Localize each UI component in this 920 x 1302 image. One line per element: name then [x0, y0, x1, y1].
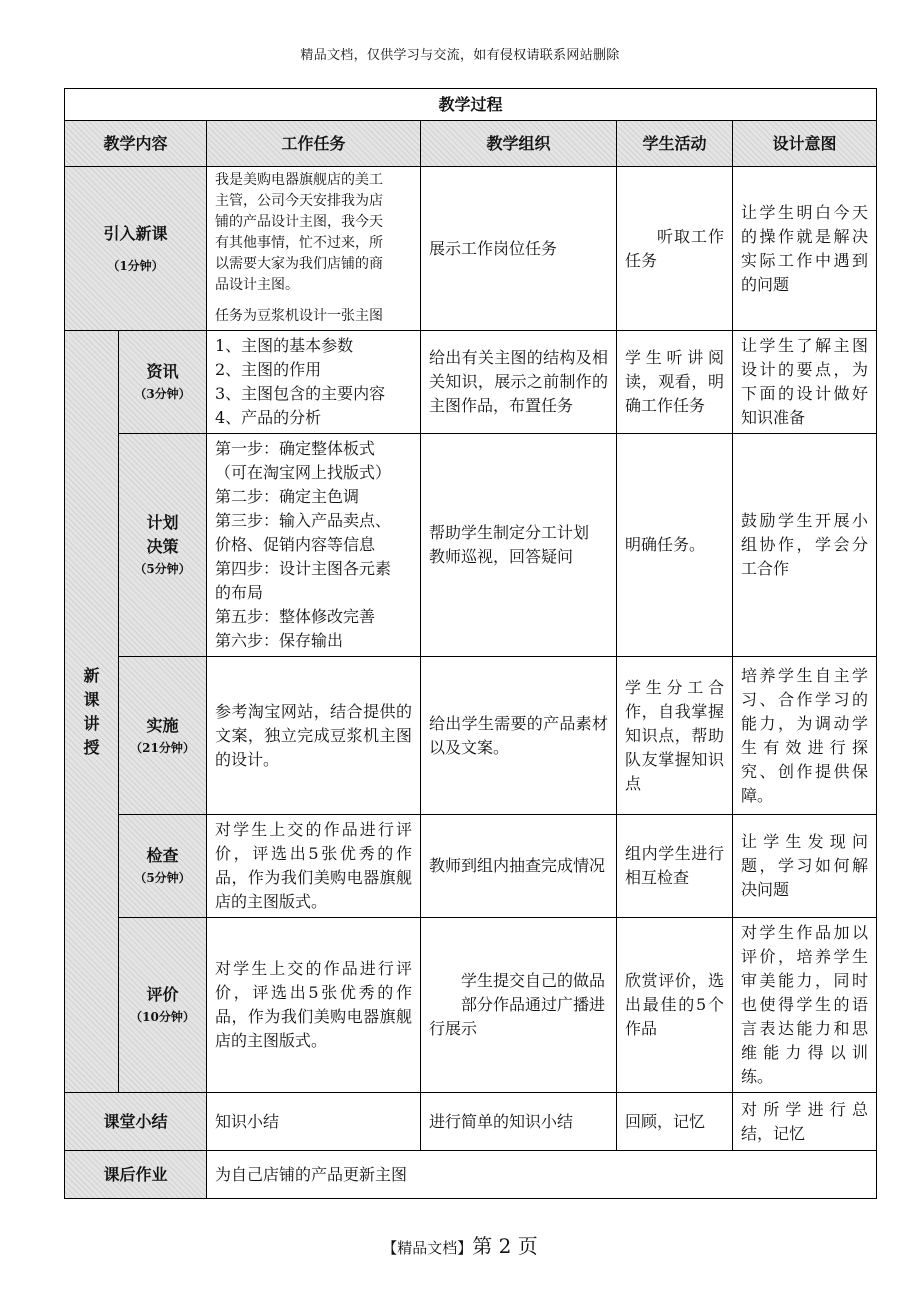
summary-row: [65, 1093, 877, 1151]
work-task-cell: [207, 167, 421, 331]
work-task-cell: 对学生上交的作品进行评价，评选出5张优秀的作品，作为我们美购电器旗舰店的主图版式。: [207, 815, 421, 918]
homework-row: [65, 1151, 877, 1199]
work-task-cell: 对学生上交的作品进行评价，评选出5张优秀的作品，作为我们美购电器旗舰店的主图版式。: [207, 918, 421, 1093]
task-line: 第三步：输入产品卖点、: [215, 511, 392, 530]
plan-row: [65, 434, 877, 657]
task-line: 第一步：确定整体板式: [215, 439, 376, 458]
task-line: 品设计主图。: [215, 277, 299, 293]
task-line: 铺的产品设计主图，我今天: [215, 214, 383, 230]
column-header: 教学组织: [421, 121, 617, 167]
page-footer: [0, 1230, 920, 1259]
activity-cell: 学生听讲阅读，观看，明确工作任务: [617, 331, 733, 434]
activity-cell: 欣赏评价，选出最佳的5个作品: [617, 918, 733, 1093]
organization-line: 教师巡视，回答疑问: [429, 547, 574, 566]
section-label-evaluate: [119, 918, 207, 1093]
task-line: 2、主图的作用: [215, 360, 322, 379]
section-label-summary: 课堂小结: [65, 1093, 207, 1151]
task-line: 第四步：设计主图各元素: [215, 559, 392, 578]
task-line: 第五步：整体修改完善: [215, 607, 376, 626]
intent-cell: 让学生发现问题，学习如何解决问题: [733, 815, 877, 918]
organization-cell: 进行简单的知识小结: [421, 1093, 617, 1151]
organization-cell: [421, 918, 617, 1093]
section-name: 资讯: [146, 362, 179, 381]
column-header: 学生活动: [617, 121, 733, 167]
intent-cell: 让学生明白今天的操作就是解决实际工作中遇到的问题: [733, 167, 877, 331]
section-name: 决策: [146, 537, 179, 556]
section-duration: （1分钟）: [107, 258, 164, 273]
work-task-cell: [207, 331, 421, 434]
homework-task-cell: 为自己店铺的产品更新主图: [207, 1151, 877, 1199]
intro-row: [65, 167, 877, 331]
task-line: 的布局: [215, 583, 264, 602]
intent-cell: 鼓励学生开展小组协作，学会分工合作: [733, 434, 877, 657]
section-duration: （10分钟）: [130, 1010, 195, 1024]
implement-row: [65, 657, 877, 815]
task-line: 我是美购电器旗舰店的美工: [215, 172, 383, 188]
label-char: 课: [83, 689, 100, 709]
section-name: 评价: [146, 985, 179, 1004]
page-number: 第 2 页: [472, 1234, 538, 1258]
activity-cell: 学生分工合作，自我掌握知识点，帮助队友掌握知识点: [617, 657, 733, 815]
work-task-cell: 参考淘宝网站，结合提供的文案，独立完成豆浆机主图的设计。: [207, 657, 421, 815]
section-name: 检查: [146, 846, 179, 865]
organization-cell: 给出有关主图的结构及相关知识，展示之前制作的主图作品，布置任务: [421, 331, 617, 434]
task-line: 主管，公司今天安排我为店: [215, 193, 383, 209]
column-header: 工作任务: [207, 121, 421, 167]
task-line: 4、产品的分析: [215, 408, 322, 427]
activity-cell: 回顾，记忆: [617, 1093, 733, 1151]
task-line: （可在淘宝网上找版式）: [215, 463, 392, 482]
task-line: 1、主图的基本参数: [215, 336, 354, 355]
organization-cell: [421, 434, 617, 657]
task-line: 价格、促销内容等信息: [215, 535, 376, 554]
section-duration: （5分钟）: [134, 871, 191, 885]
intent-cell: 对所学进行总结，记忆: [733, 1093, 877, 1151]
section-duration: （21分钟）: [130, 740, 195, 755]
task-line: 任务为豆浆机设计一张主图: [215, 308, 383, 324]
section-label-intro: [65, 167, 207, 331]
activity-cell: 听取工作任务: [617, 167, 733, 331]
organization-line: 帮助学生制定分工计划: [429, 523, 590, 542]
column-header: 设计意图: [733, 121, 877, 167]
activity-cell: 明确任务。: [617, 434, 733, 657]
organization-line: 学生提交自己的做品: [461, 971, 606, 990]
table-title-row: [65, 89, 877, 121]
section-label-info: [119, 331, 207, 434]
intent-cell: 让学生了解主图设计的要点，为下面的设计做好知识准备: [733, 331, 877, 434]
activity-cell: 组内学生进行相互检查: [617, 815, 733, 918]
section-label-implement: [119, 657, 207, 815]
section-label-plan: [119, 434, 207, 657]
task-line: 以需要大家为我们店铺的商: [215, 256, 383, 272]
organization-cell: 展示工作岗位任务: [421, 167, 617, 331]
task-line: 第六步：保存输出: [215, 631, 344, 650]
column-header-row: [65, 121, 877, 167]
section-name: 实施: [146, 715, 179, 735]
intent-cell: 培养学生自主学习、合作学习的能力，为调动学生有效进行探究、创作提供保障。: [733, 657, 877, 815]
organization-cell: 给出学生需要的产品素材以及文案。: [421, 657, 617, 815]
work-task-cell: 知识小结: [207, 1093, 421, 1151]
task-line: 3、主图包含的主要内容: [215, 384, 386, 403]
organization-cell: 教师到组内抽查完成情况: [421, 815, 617, 918]
section-label-homework: 课后作业: [65, 1151, 207, 1199]
label-char: 授: [83, 737, 100, 757]
section-name: 引入新课: [103, 223, 168, 243]
intent-cell: 对学生作品加以评价，培养学生审美能力，同时也使得学生的语言表达能力和思维能力得以训练。: [733, 918, 877, 1093]
section-duration: （3分钟）: [134, 387, 191, 401]
teaching-process-table: [64, 88, 877, 1199]
table-title: 教学过程: [65, 89, 877, 121]
task-line: 有其他事情，忙不过来，所: [215, 235, 383, 251]
check-row: [65, 815, 877, 918]
label-char: 讲: [83, 713, 100, 733]
new-lesson-label: [65, 331, 119, 1093]
page-header: 精品文档，仅供学习与交流，如有侵权请联系网站删除: [300, 48, 620, 63]
footer-bracket: 【精品文档】: [382, 1239, 473, 1257]
task-line: 第二步：确定主色调: [215, 487, 360, 506]
section-label-check: [119, 815, 207, 918]
section-duration: （5分钟）: [134, 562, 191, 576]
organization-line: 部分作品通过广播进行展示: [429, 995, 606, 1038]
info-row: [65, 331, 877, 434]
evaluate-row: [65, 918, 877, 1093]
work-task-cell: [207, 434, 421, 657]
label-char: 新: [83, 665, 100, 685]
section-name: 计划: [146, 513, 179, 532]
column-header: 教学内容: [65, 121, 207, 167]
